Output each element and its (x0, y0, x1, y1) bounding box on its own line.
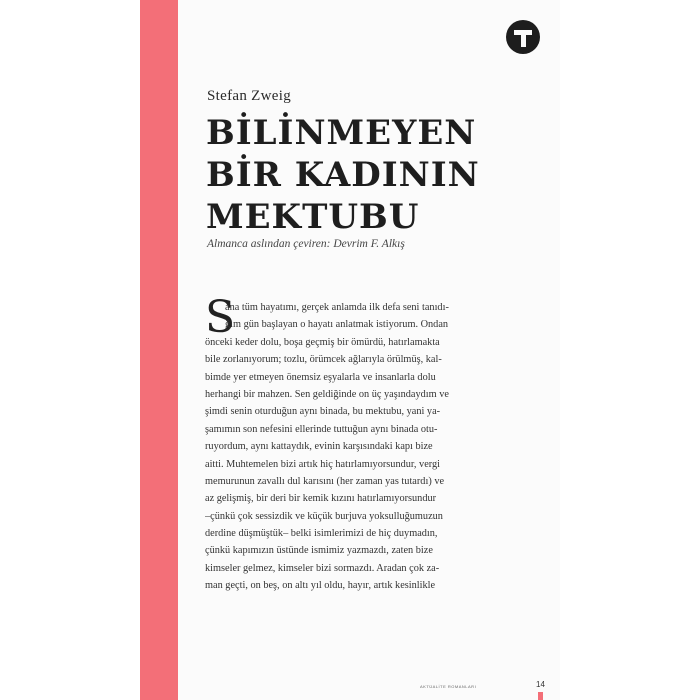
drop-cap: S (205, 292, 236, 343)
book-spine (140, 0, 178, 700)
book-title (206, 112, 480, 238)
text-line: ğım gün başlayan o hayatı anlatmak istiyorum. Ondan (225, 319, 449, 331)
text-line: herhangi bir mahzen. Sen geldiğinde on üç yaşındaydım ve (205, 388, 449, 400)
text-line: şamımın son nefesini ellerinde tuttuğun aynı binada otu- (205, 423, 438, 435)
page-number: 14 (536, 680, 545, 689)
body-text (205, 292, 493, 595)
text-line: derdine düşmüştük– belki isimlerimizi de hiç duymadın, (205, 528, 438, 540)
text-line: az gelişmiş, bir deri bir kemik kızını hatırlamıyorsundur (205, 493, 437, 505)
text-line: önceki keder dolu, boşa geçmiş bir ömürdü, hatırlamakta (205, 336, 440, 348)
title-line: BİR KADININ (206, 155, 480, 195)
logo-stem (521, 30, 526, 47)
title-line: MEKTUBU (206, 197, 420, 237)
text-line: memurunun zavallı dul karısını (her zaman yas tutardı) ve (205, 475, 445, 487)
text-line: man geçti, on beş, on altı yıl oldu, hayır, artık kesinlikle (205, 580, 436, 592)
text-line: ana tüm hayatımı, gerçek anlamda ilk defa seni tanıdı- (225, 302, 449, 313)
text-line: bile zorlanıyorum; tozlu, örümcek ağlarıyla örülmüş, kal- (205, 354, 442, 366)
author-name: Stefan Zweig (207, 88, 291, 104)
title-line: BİLİNMEYEN (206, 113, 477, 153)
text-line: şimdi senin oturduğun aynı binada, bu mektubu, yani ya- (205, 406, 441, 418)
text-line: aitti. Muhtemelen bizi artık hiç hatırlamıyorsundur, vergi (205, 458, 441, 470)
text-line: –çünkü çok sessizdik ve küçük burjuva yoksulluğumuzun (205, 510, 443, 522)
text-line: kimseler gelmez, kimseler bizi sormazdı. Aradan çok za- (205, 562, 440, 574)
publisher-logo-icon (506, 20, 540, 54)
text-line: bimde yer etmeyen önemsiz eşyalarla ve insanlarla dolu (205, 371, 436, 383)
edge-marker (538, 692, 543, 700)
translator-credit: Almanca aslından çeviren: Devrim F. Alkış (207, 238, 405, 250)
text-line: ruyordum, aynı kattaydık, evinin karşısındaki kapı bize (205, 441, 433, 453)
text-line: çünkü kapımızın üstünde ismimiz yazmazdı, zaten bize (205, 545, 433, 557)
footer-series: AKTÜALİTE ROMANLARI (420, 684, 477, 689)
